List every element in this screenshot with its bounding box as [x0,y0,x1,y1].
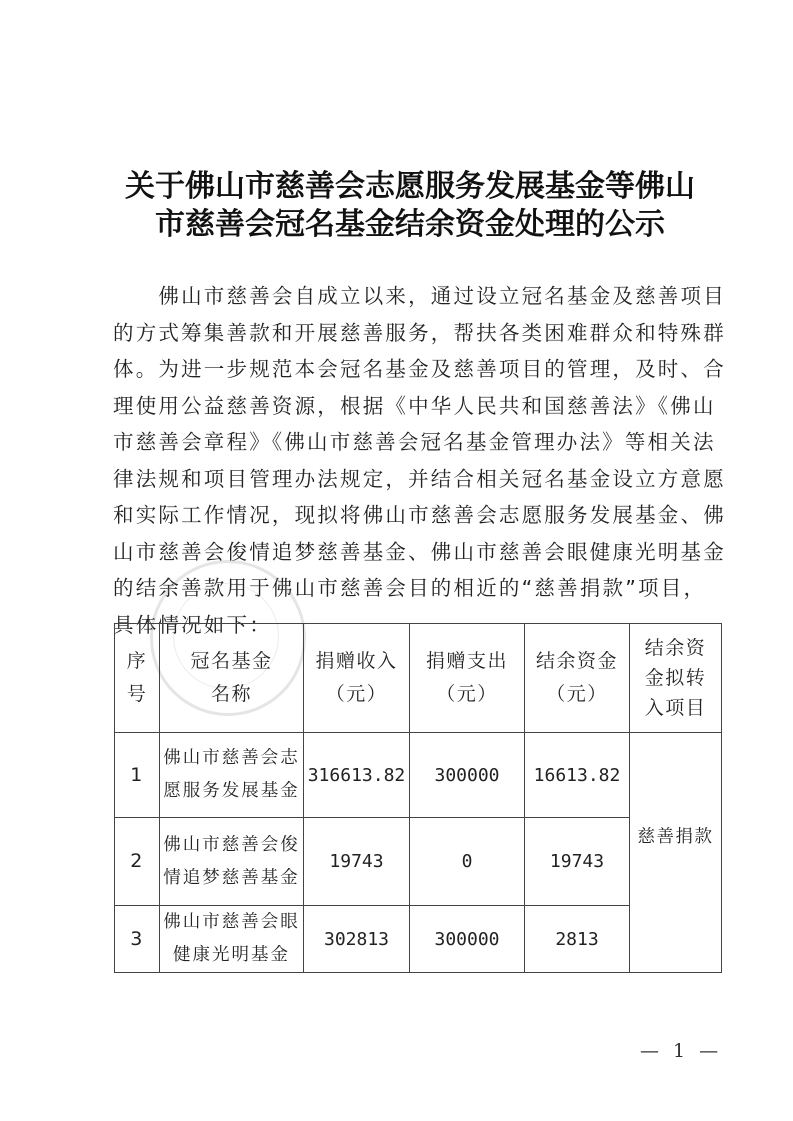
body-line: 律法规和项目管理办法规定，并结合相关冠名基金设立方意愿 [113,466,726,491]
fund-balance-table [114,623,722,973]
table-header-row [115,624,722,733]
cell-transfer-target: 慈善捐款 [630,733,722,973]
body-line: 的结余善款用于佛山市慈善会目的相近的“慈善捐款”项目， [113,576,707,600]
page-number: — 1 — [640,1040,723,1062]
body-line: 体。为进一步规范本会冠名基金及慈善项目的管理，及时、合 [113,357,726,381]
cell-expense: 0 [410,818,525,906]
body-line: 和实际工作情况，现拟将佛山市慈善会志愿服务发展基金、佛 [113,503,726,527]
title-line-1: 关于佛山市慈善会志愿服务发展基金等佛山 [125,169,695,204]
table-row [115,733,722,818]
cell-no: 1 [115,733,160,818]
cell-no: 2 [115,818,160,906]
body-line: 具体情况如下： [113,612,272,637]
cell-expense: 300000 [410,906,525,973]
header-no: 序 号 [115,624,160,733]
cell-expense: 300000 [410,733,525,818]
body-line: 山市慈善会俊情追梦慈善基金、佛山市慈善会眼健康光明基金 [113,539,726,564]
cell-income: 302813 [304,906,410,973]
cell-balance: 19743 [525,818,630,906]
cell-balance: 2813 [525,906,630,973]
title-line-2: 市慈善会冠名基金结余资金处理的公示 [155,207,665,242]
body-line: 佛山市慈善会自成立以来，通过设立冠名基金及慈善项目 [113,284,726,308]
cell-income: 19743 [304,818,410,906]
cell-income: 316613.82 [304,733,410,818]
body-line: 市慈善会章程》《佛山市慈善会冠名基金管理办法》等相关法 [113,430,716,454]
body-line: 理使用公益慈善资源，根据《中华人民共和国慈善法》《佛山 [113,393,716,418]
cell-no: 3 [115,906,160,973]
cell-fund-name: 佛山市慈善会俊 情追梦慈善基金 [160,818,304,906]
header-balance: 结余资金 （元） [525,624,630,733]
cell-fund-name: 佛山市慈善会志 愿服务发展基金 [160,733,304,818]
body-line: 的方式筹集善款和开展慈善服务，帮扶各类困难群众和特殊群 [113,320,726,345]
header-fund-name: 冠名基金 名称 [160,624,304,733]
header-transfer-target: 结余资 金拟转 入项目 [630,624,722,733]
header-expense: 捐赠支出 （元） [410,624,525,733]
cell-balance: 16613.82 [525,733,630,818]
document-title [110,168,710,244]
header-income: 捐赠收入 （元） [304,624,410,733]
cell-fund-name: 佛山市慈善会眼 健康光明基金 [160,906,304,973]
